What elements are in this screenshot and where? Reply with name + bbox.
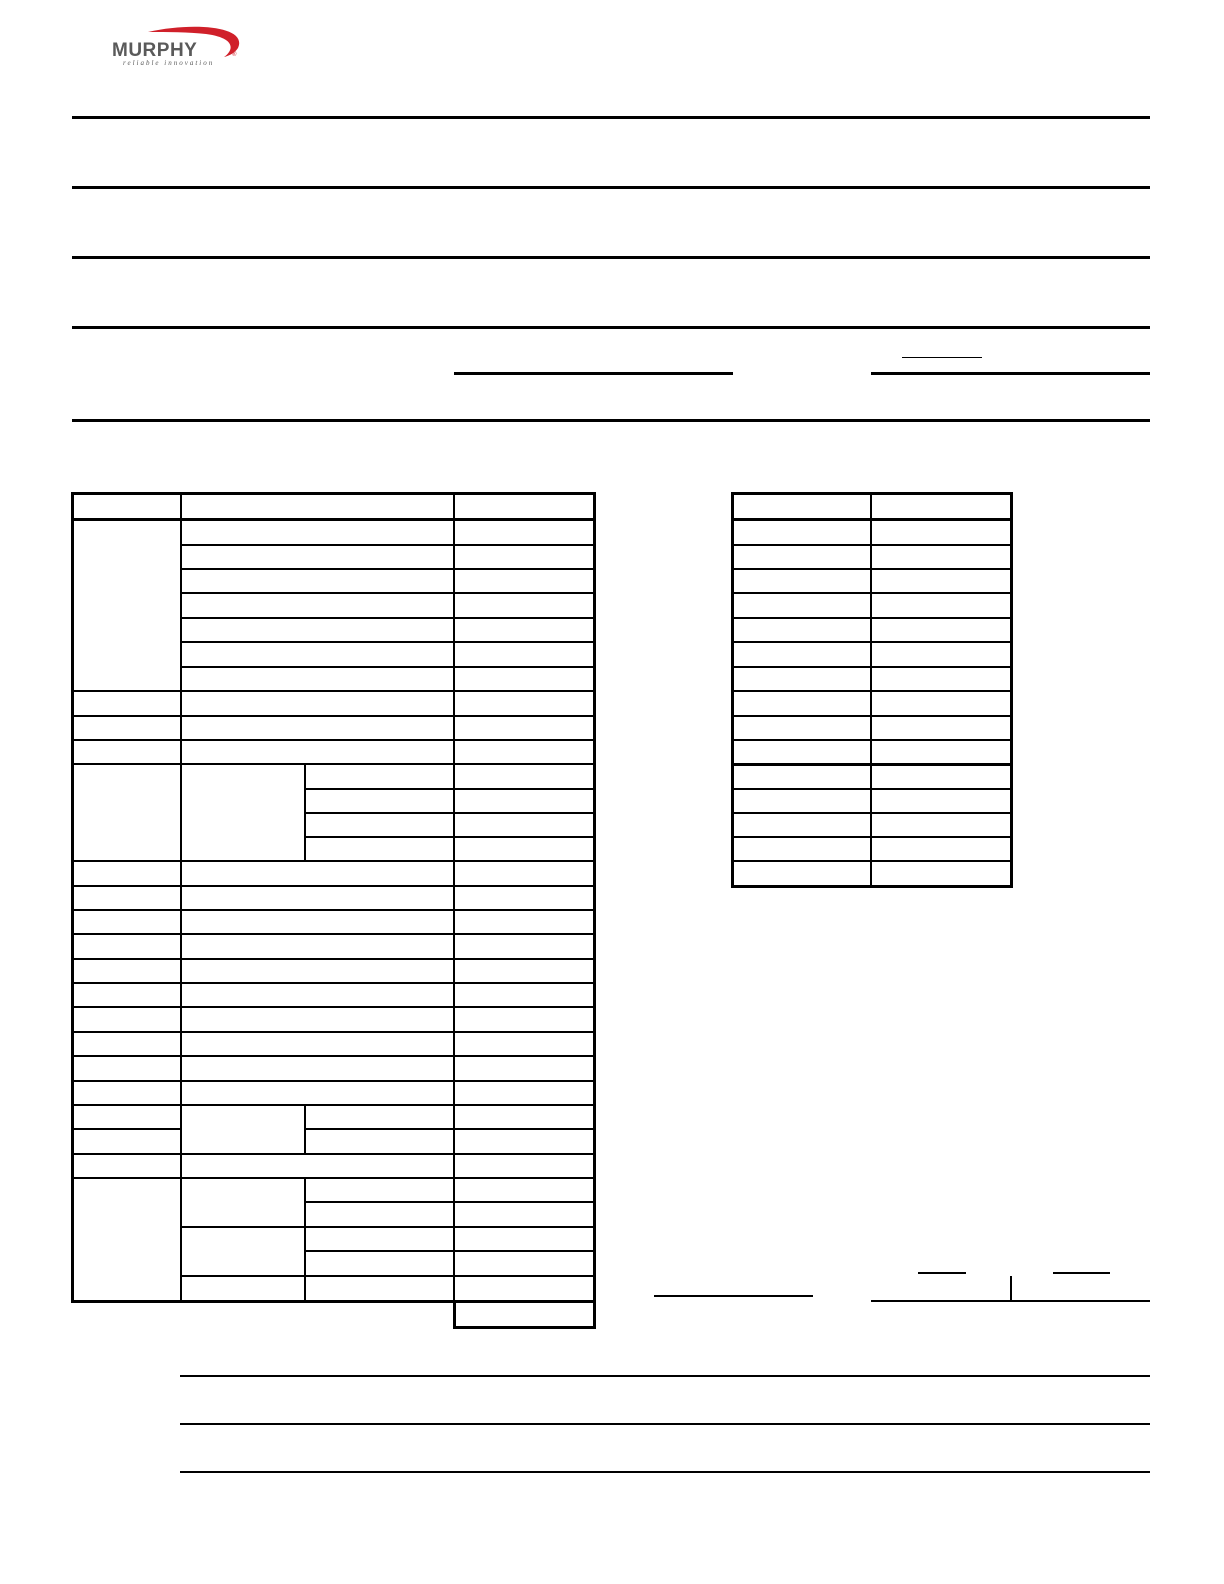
notes-line-1[interactable] (180, 1375, 1150, 1377)
left-table-row (72, 1080, 594, 1082)
left-table-row (181, 1275, 594, 1277)
left-table-row (305, 788, 594, 790)
left-table-row (72, 1153, 594, 1155)
header-rule-5 (72, 419, 1150, 422)
header-rule-2 (72, 186, 1150, 189)
left-table-col-1 (180, 494, 182, 1302)
left-table-row (72, 1006, 594, 1008)
left-table-row (72, 933, 594, 935)
left-table-row (72, 1177, 594, 1179)
logo-wordmark: MURPHY (112, 40, 198, 61)
right-table-row (733, 592, 1011, 594)
registered-mark: ® (232, 52, 237, 58)
left-table-row (181, 592, 594, 594)
left-table-row (305, 1201, 594, 1203)
left-table-row (72, 1104, 594, 1106)
right-table-row (733, 860, 1011, 862)
left-table-row (72, 1055, 594, 1057)
date-line-divider (1010, 1276, 1012, 1301)
left-table-row (181, 568, 594, 570)
right-table-row (733, 739, 1011, 741)
left-table-row (305, 1128, 594, 1130)
right-table-row (733, 715, 1011, 717)
left-table-row (305, 812, 594, 814)
left-table-row (72, 1128, 181, 1130)
right-table-row (733, 568, 1011, 570)
left-table-header-rule (72, 518, 594, 521)
header-rule-3 (72, 256, 1150, 259)
left-table-row (72, 958, 594, 960)
date-line-small-a[interactable] (918, 1272, 966, 1274)
right-table-row (733, 788, 1011, 790)
right-table-row (733, 836, 1011, 838)
left-table-row (72, 885, 594, 887)
left-table-row (181, 1226, 594, 1228)
left-table-row (72, 1031, 594, 1033)
right-table-row (733, 666, 1011, 668)
right-table-row (733, 617, 1011, 619)
left-table-row (72, 763, 594, 765)
logo-tagline: reliable innovation (123, 59, 215, 67)
left-table (71, 492, 596, 1303)
right-table-header-rule (733, 518, 1011, 521)
left-table-row (305, 1250, 594, 1252)
field-line-a[interactable] (454, 372, 733, 375)
left-table-row (181, 666, 594, 668)
left-table-row (72, 909, 594, 911)
left-table-row (181, 641, 594, 643)
right-table-row (733, 544, 1011, 546)
right-table-row (733, 641, 1011, 643)
left-table-row (305, 836, 594, 838)
field-line-b[interactable] (871, 372, 1150, 375)
left-table-row (181, 617, 594, 619)
field-line-b-small[interactable] (902, 357, 982, 358)
left-table-row (72, 739, 594, 741)
left-table-row (181, 544, 594, 546)
left-table-col-mid-c (304, 1178, 306, 1302)
header-rule-1 (72, 116, 1150, 119)
right-table-row (733, 763, 1011, 766)
left-table-row (72, 982, 594, 984)
murphy-logo (108, 24, 248, 72)
right-table-row (733, 812, 1011, 814)
notes-line-2[interactable] (180, 1423, 1150, 1425)
left-table-total-cell[interactable] (453, 1300, 596, 1329)
notes-line-3[interactable] (180, 1471, 1150, 1473)
header-rule-4 (72, 326, 1150, 329)
signature-line[interactable] (654, 1295, 813, 1297)
left-table-row (72, 690, 594, 692)
right-table-row (733, 690, 1011, 692)
date-line-small-b[interactable] (1053, 1272, 1110, 1274)
left-table-row (72, 715, 594, 717)
left-table-row (72, 860, 594, 862)
